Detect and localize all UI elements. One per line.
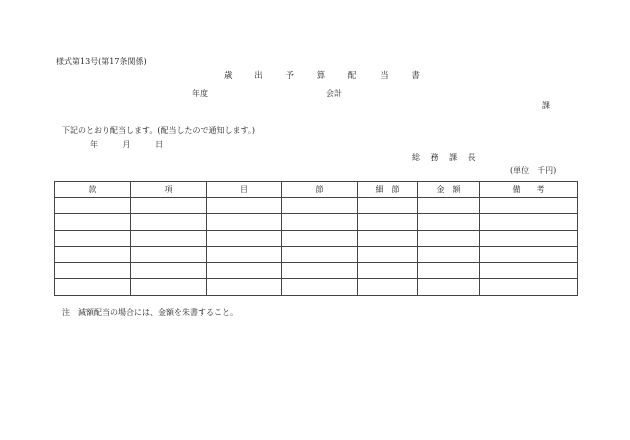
table-cell <box>418 279 480 295</box>
column-header-moku: 目 <box>207 182 282 198</box>
table-cell <box>207 279 282 295</box>
table-cell <box>358 263 418 279</box>
table-cell <box>480 230 578 246</box>
notice-text: 下記のとおり配当します。(配当したので通知します。) <box>62 126 255 135</box>
table-cell <box>282 230 358 246</box>
table-cell <box>358 279 418 295</box>
column-header-kan: 款 <box>55 182 131 198</box>
table-cell <box>480 198 578 214</box>
chief-char: 長 <box>467 153 476 162</box>
table-cell <box>358 230 418 246</box>
chief-char: 課 <box>449 153 458 162</box>
table-cell <box>131 214 207 230</box>
unit-label: (単位 千円) <box>510 166 557 175</box>
column-header-amount: 金 額 <box>418 182 480 198</box>
table-cell <box>358 198 418 214</box>
footnote: 注 減額配当の場合には、金額を朱書すること。 <box>62 308 238 317</box>
table-cell <box>282 246 358 262</box>
table-cell <box>418 214 480 230</box>
table-cell <box>55 246 131 262</box>
table-cell <box>55 198 131 214</box>
title-char: 当 <box>380 71 389 81</box>
title-char: 歳 <box>224 71 233 81</box>
date-year-label: 年 <box>90 140 98 149</box>
table-cell <box>131 198 207 214</box>
column-header-setsu: 節 <box>282 182 358 198</box>
account-label: 会計 <box>326 89 342 98</box>
table-cell <box>207 246 282 262</box>
table-row <box>55 246 578 262</box>
column-header-saisetsu: 細 節 <box>358 182 418 198</box>
date-line <box>90 140 163 150</box>
table-cell <box>418 246 480 262</box>
table-cell <box>207 214 282 230</box>
form-id: 様式第13号(第17条関係) <box>56 57 147 66</box>
table-cell <box>480 263 578 279</box>
table-cell <box>282 279 358 295</box>
table-cell <box>418 263 480 279</box>
table-cell <box>207 230 282 246</box>
title-char: 予 <box>285 71 294 81</box>
column-header-kou: 項 <box>131 182 207 198</box>
table-cell <box>282 263 358 279</box>
table-row <box>55 279 578 295</box>
fiscal-year-label: 年度 <box>192 89 208 98</box>
date-day-label: 日 <box>155 140 164 149</box>
table-cell <box>207 198 282 214</box>
table-cell <box>418 198 480 214</box>
table-body <box>55 198 578 296</box>
table-cell <box>55 279 131 295</box>
table-cell <box>418 230 480 246</box>
chief-char: 務 <box>430 153 439 162</box>
table-cell <box>55 214 131 230</box>
table-cell <box>131 263 207 279</box>
title-char: 出 <box>254 71 263 81</box>
table-row <box>55 214 578 230</box>
chief-char: 総 <box>412 153 420 162</box>
table-cell <box>55 230 131 246</box>
title-char: 配 <box>347 71 357 81</box>
column-header-remarks: 備 考 <box>480 182 578 198</box>
title-char: 算 <box>316 71 326 81</box>
date-month-label: 月 <box>122 140 131 149</box>
table-cell <box>358 214 418 230</box>
title-char: 書 <box>411 71 420 81</box>
table-cell <box>282 198 358 214</box>
table-cell <box>55 263 131 279</box>
table-cell <box>480 214 578 230</box>
table-cell <box>480 246 578 262</box>
table-row <box>55 198 578 214</box>
allocation-table <box>54 181 578 296</box>
document-title <box>224 71 420 81</box>
chief-title <box>412 153 476 163</box>
table-cell <box>131 230 207 246</box>
section-label: 課 <box>542 101 550 110</box>
table-cell <box>207 263 282 279</box>
table-row <box>55 263 578 279</box>
table-header-row <box>55 182 578 198</box>
table-cell <box>358 246 418 262</box>
table-row <box>55 230 578 246</box>
table-cell <box>480 279 578 295</box>
table-cell <box>131 246 207 262</box>
table-cell <box>131 279 207 295</box>
table-cell <box>282 214 358 230</box>
